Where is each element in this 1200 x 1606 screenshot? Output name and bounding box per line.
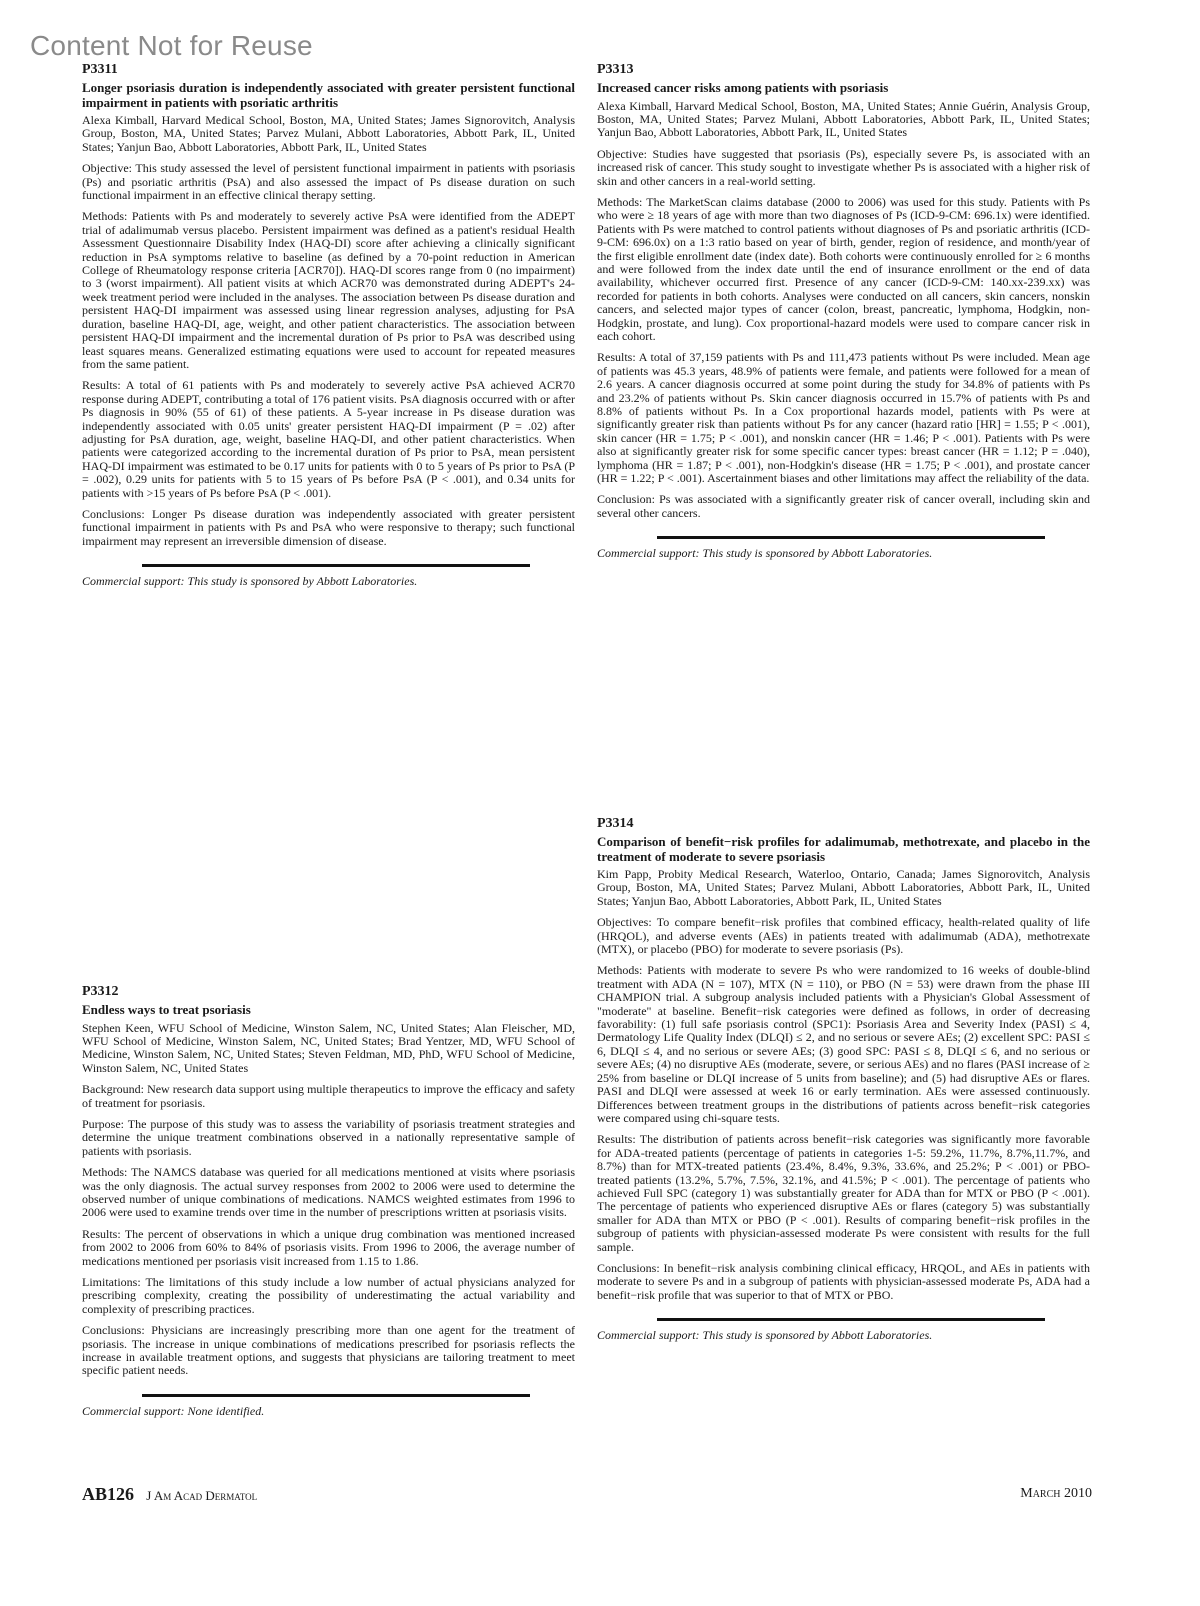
watermark: Content Not for Reuse [30, 30, 313, 61]
abstract-paragraph: Results: A total of 37,159 patients with Ps and 111,473 patients without Ps were included. Mean age of patients was 45.3 years, 48.9% of patients were female, and patients were followed for a mean of 2.6 years. A cancer diagnosis occurred at some point during the study for 34.8% of patients with Ps and 23.2% of patients without Ps. Skin cancer diagnosis occurred in 15.7% of patients with Ps and 8.8% of patients without Ps. In a Cox proportional hazards model, patients with Ps were at significantly greater risk than patients without Ps for any cancer (hazard ratio [HR] = 1.55; P < .001), skin cancer (HR = 1.75; P < .001), and nonskin cancer (HR = 1.46; P < .001). Patients with Ps were also at significantly greater risk for some specific cancer types: breast cancer (HR = 1.12; P = .040), lymphoma (HR = 1.87; P < .001), non-Hodgkin's disease (HR = 1.75; P < .001), and prostate cancer (HR = 1.22; P < .001). Ascertainment biases and other limitations may affect the reliability of the data. [597, 350, 1090, 486]
abstract-title: Endless ways to treat psoriasis [82, 1002, 251, 1017]
divider-rule [142, 564, 530, 567]
abstract-p3313 [597, 62, 1090, 560]
issue-date: March 2010 [1020, 1486, 1092, 1501]
abstract-title: Increased cancer risks among patients with psoriasis [597, 80, 889, 95]
page-footer-left [82, 1484, 257, 1505]
abstract-title: Longer psoriasis duration is independently associated with greater persistent functional impairment in patients with psoriatic arthritis [82, 80, 575, 110]
abstract-p3314 [597, 816, 1090, 1342]
abstract-paragraph: Methods: The MarketScan claims database (2000 to 2006) was used for this study. Patients with Ps who were ≥ 18 years of age with more than two diagnoses of Ps (ICD-9-CM: 696.1x) were identified. Patients with Ps were matched to control patients without diagnoses of Ps and psoriatic arthritis (ICD-9-CM: 696.0x) on a 1:3 ratio based on year of birth, gender, region of residence, and month/year of the first eligible enrollment date (index date). Both cohorts were continuously enrolled for ≥ 6 months and were followed from the index date until the end of insurance enrollment or the end of data availability, whichever occurred first. Presence of any cancer (ICD-9-CM: 140.xx-239.xx) was recorded for patients in both cohorts. Analyses were conducted on all cancers, skin cancers, nonskin cancers, and selected major types of cancer (colon, breast, pancreatic, lymphoma, Hodgkin, non-Hodgkin, prostate, and lung). Cox proportional-hazard models were used to compare cancer risk in each cohort. [597, 194, 1090, 343]
commercial-support: Commercial support: This study is sponsored by Abbott Laboratories. [82, 574, 418, 589]
abstract-id: P3313 [597, 62, 634, 77]
divider-rule [657, 1318, 1045, 1321]
abstract-paragraph: Conclusion: Ps was associated with a significantly greater risk of cancer overall, including skin and several other cancers. [597, 492, 1090, 520]
abstract-p3311 [82, 62, 575, 588]
abstract-paragraph: Objective: This study assessed the level of persistent functional impairment in patients with psoriasis (Ps) and psoriatic arthritis (PsA) and also assessed the impact of Ps disease duration on such functional impairment in an effective clinical therapy setting. [82, 161, 575, 203]
abstract-paragraph: Conclusions: In benefit−risk analysis combining clinical efficacy, HRQOL, and AEs in patients with moderate to severe Ps and in a subgroup of patients with physician-assessed moderate Ps, ADA had a benefit−risk profile that was superior to that of MTX or PBO. [597, 1260, 1090, 1302]
abstract-paragraph: Methods: Patients with Ps and moderately to severely active PsA were identified from the ADEPT trial of adalimumab versus placebo. Persistent impairment was defined as a patient's residual Health Assessment Questionnaire Disability Index (HAQ-DI) score after achieving a clinically significant reduction in PsA symptoms relative to baseline (as defined by a 70-point reduction in American College of Rheumatology response criteria [ACR70]). HAQ-DI scores range from 0 (no impairment) to 3 (worst impairment). All patient visits at which ACR70 was demonstrated during ADEPT's 24-week treatment period were included in the analyses. The association between Ps disease duration and persistent HAQ-DI impairment was assessed using linear regression analyses, adjusting for PsA duration, baseline HAQ-DI, age, weight, and other patient characteristics. The association between persistent HAQ-DI impairment and the incremental duration of Ps prior to PsA was described using least squares means. Generalized estimating equations were used to account for repeated measures from the same patient. [82, 209, 575, 371]
abstract-authors: Kim Papp, Probity Medical Research, Waterloo, Ontario, Canada; James Signorovitch, Analysis Group, Boston, MA, United States; Parvez Mulani, Abbott Laboratories, Abbott Park, IL, United States; Yanjun Bao, Abbott Laboratories, Abbott Park, IL, United States [597, 867, 1090, 908]
abstract-authors: Alexa Kimball, Harvard Medical School, Boston, MA, United States; James Signorovitch, Analysis Group, Boston, MA, United States; Parvez Mulani, Abbott Laboratories, Abbott Park, IL, United States; Yanjun Bao, Abbott Laboratories, Abbott Park, IL, United States [82, 113, 575, 154]
abstract-paragraph: Conclusions: Longer Ps disease duration was independently associated with greater persistent functional impairment in patients with Ps and PsA who were responsive to therapy; such functional impairment may represent an irreversible dimension of disease. [82, 506, 575, 548]
abstract-paragraph: Results: The percent of observations in which a unique drug combination was mentioned increased from 2002 to 2006 from 60% to 84% of psoriasis visits. From 1996 to 2006, the average number of medications mentioned per psoriasis visit increased from 1.15 to 1.86. [82, 1226, 575, 1268]
commercial-support: Commercial support: None identified. [82, 1403, 265, 1418]
divider-rule [142, 1394, 530, 1397]
abstract-title: Comparison of benefit−risk profiles for adalimumab, methotrexate, and placebo in the treatment of moderate to severe psoriasis [597, 834, 1090, 864]
abstract-paragraph: Methods: Patients with moderate to severe Ps who were randomized to 16 weeks of double-blind treatment with ADA (N = 107), MTX (N = 110), or PBO (N = 53) were drawn from the phase III CHAMPION trial. A subgroup analysis included patients with a Physician's Global Assessment of "moderate" at baseline. Benefit−risk categories were defined as follows, in order of decreasing favorability: (1) full safe psoriasis control (SPC1): Psoriasis Area and Severity Index (PASI) ≤ 4, Dermatology Life Quality Index (DLQI) ≤ 2, and no serious or severe AEs; (2) excellent SPC: PASI ≤ 6, DLQI ≤ 4, and no serious or severe AEs; (3) good SPC: PASI ≤ 8, DLQI ≤ 6, and no serious or severe AEs; (4) no disruptive AEs (moderate, severe, or serious AEs) and no flares (PASI increase of ≥ 25% from baseline or DLQI increase of 5 units from baseline); and (5) had disruptive AEs or flares. PASI and DLQI were assessed at week 16 or early termination. AEs were assessed continuously. Differences between treatment groups in the distributions of patients across benefit−risk categories were compared using chi-square tests. [597, 963, 1091, 1125]
abstract-paragraph: Background: New research data support using multiple therapeutics to improve the efficacy and safety of treatment for psoriasis. [82, 1082, 575, 1110]
abstract-paragraph: Objectives: To compare benefit−risk profiles that combined efficacy, health-related quality of life (HRQOL), and adverse events (AEs) in patients treated with adalimumab (ADA), methotrexate (MTX), or placebo (PBO) for moderate to severe psoriasis (Ps). [597, 915, 1090, 957]
abstract-id: P3312 [82, 984, 119, 999]
abstract-paragraph: Methods: The NAMCS database was queried for all medications mentioned at visits where psoriasis was the only diagnosis. The actual survey responses from 2002 to 2006 were used to determine the observed number of unique combinations of medications. NAMCS weighted estimates from 1996 to 2006 were used to examine trends over time in the number of prescriptions written at psoriasis visits. [82, 1165, 575, 1220]
journal-name: J Am Acad Dermatol [146, 1488, 258, 1503]
abstract-paragraph: Results: The distribution of patients across benefit−risk categories was significantly more favorable for ADA-treated patients (percentage of patients in categories 1-5: 59.2%, 11.7%, 8.7%,11.7%, and 8.7%) than for MTX-treated patients (23.4%, 8.4%, 9.3%, 33.6%, and 25.2%; P < .001) or PBO-treated patients (13.2%, 5.7%, 7.5%, 32.1%, and 41.5%; P < .001). The percentage of patients who achieved Full SPC (category 1) was substantially greater for ADA than for MTX or PBO (P < .001). The percentage of patients who experienced disruptive AEs or flares (category 5) was substantially smaller for ADA than MTX or PBO (P < .001). Results of comparing benefit−risk profiles in the subgroup of patients with physician-assessed moderate Ps were consistent with results for the full sample. [597, 1132, 1090, 1254]
abstract-p3312 [82, 984, 575, 1418]
abstract-paragraph: Conclusions: Physicians are increasingly prescribing more than one agent for the treatment of psoriasis. The increase in unique combinations of medications prescribed for psoriasis reflects the increase in available treatment options, and suggests that physicians are tailoring treatment to meet specific patient needs. [82, 1323, 575, 1378]
abstract-id: P3311 [82, 62, 118, 77]
abstract-paragraph: Objective: Studies have suggested that psoriasis (Ps), especially severe Ps, is associated with an increased risk of cancer. This study sought to investigate whether Ps is associated with a higher risk of skin and other cancers in a real-world setting. [597, 146, 1090, 188]
abstract-authors: Alexa Kimball, Harvard Medical School, Boston, MA, United States; Annie Guérin, Analysis Group, Boston, MA, United States; Parvez Mulani, Abbott Laboratories, Abbott Park, IL, United States; Yanjun Bao, Abbott Laboratories, Abbott Park, IL, United States [597, 98, 1090, 140]
abstract-paragraph: Purpose: The purpose of this study was to assess the variability of psoriasis treatment strategies and determine the unique treatment combinations observed in a nationally representative sample of patients with psoriasis. [82, 1116, 575, 1158]
abstract-id: P3314 [597, 816, 634, 831]
page-number: AB126 [82, 1484, 135, 1504]
commercial-support: Commercial support: This study is sponsored by Abbott Laboratories. [597, 1328, 933, 1343]
divider-rule [657, 536, 1045, 539]
commercial-support: Commercial support: This study is sponsored by Abbott Laboratories. [597, 546, 933, 561]
abstract-paragraph: Limitations: The limitations of this study include a low number of actual physicians analyzed for prescribing complexity, creating the possibility of underestimating the actual variability and complexity of prescribing practices. [82, 1275, 575, 1316]
abstract-authors: Stephen Keen, WFU School of Medicine, Winston Salem, NC, United States; Alan Fleischer, MD, WFU School of Medicine, Winston Salem, NC, United States; Brad Yentzer, MD, WFU School of Medicine, Winston Salem, NC, United States; Steven Feldman, MD, PhD, WFU School of Medicine, Winston Salem, NC, United States [82, 1020, 575, 1075]
abstract-paragraph: Results: A total of 61 patients with Ps and moderately to severely active PsA achieved ACR70 response during ADEPT, contributing a total of 176 patient visits. PsA diagnosis occurred with or after Ps diagnosis in 90% (55 of 61) of these patients. A 5-year increase in Ps disease duration was independently associated with 0.05 units' greater persistent HAQ-DI impairment (P = .02) after adjusting for PsA duration, age, weight, baseline HAQ-DI, and other patient characteristics. When patients were categorized according to the incremental duration of Ps prior to PsA, mean persistent HAQ-DI impairment was estimated to be 0.17 units for patients with 0 to 5 years of Ps prior to PsA (P = .002), 0.29 units for patients with 5 to 15 years of Ps before PsA (P < .001), and 0.34 units for patients with >15 years of Ps before PsA (P < .001). [82, 378, 575, 500]
